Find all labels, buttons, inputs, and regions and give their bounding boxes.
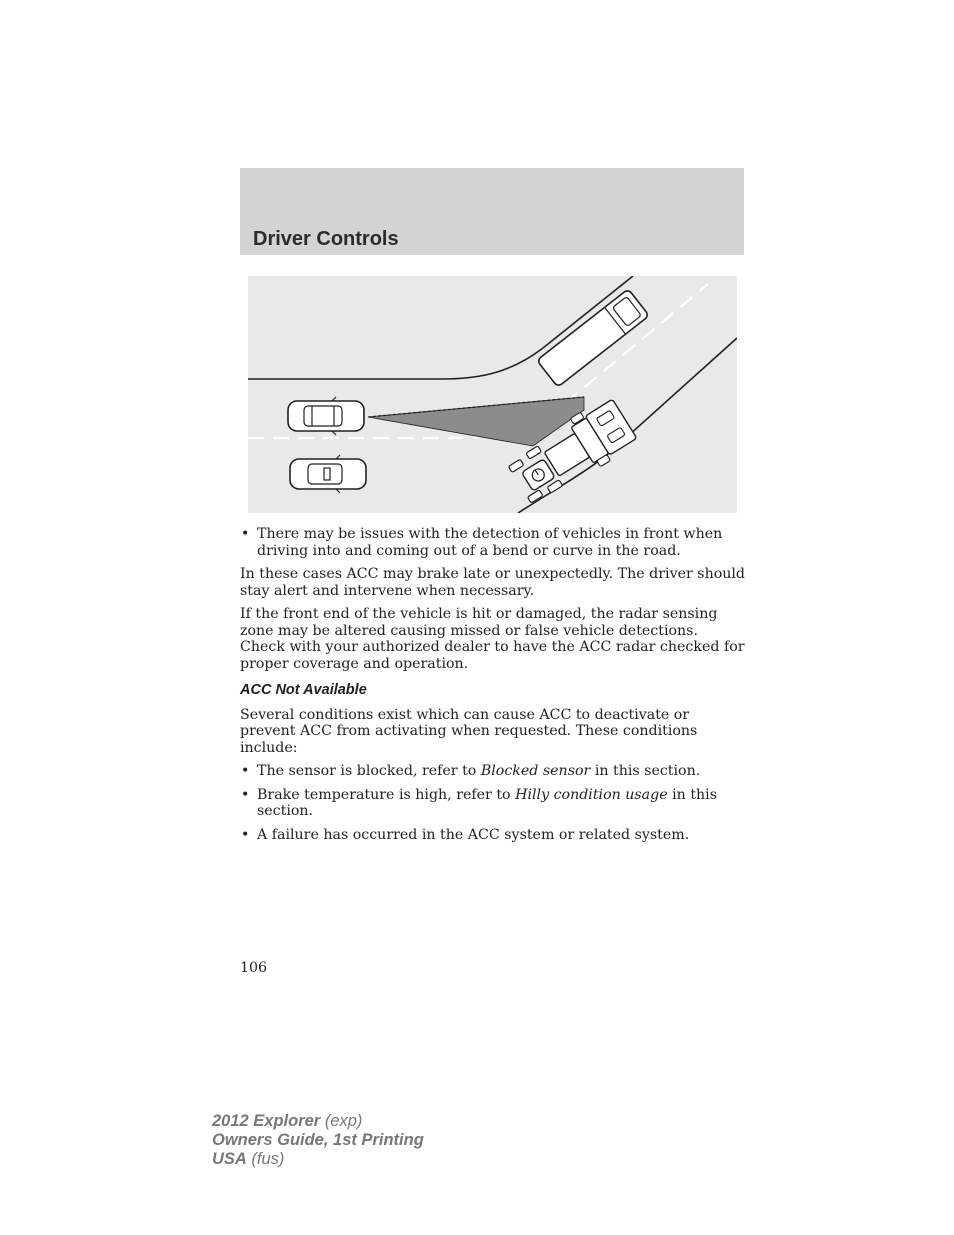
bullet-dot: •: [241, 826, 250, 843]
bullet-dot: •: [241, 763, 250, 779]
document-footer: [212, 1112, 424, 1169]
reference-hilly-condition-usage: Hilly condition usage: [515, 786, 668, 803]
footer-market: USA: [212, 1150, 247, 1168]
body-text: [240, 526, 746, 850]
bullet-brake-temperature: [240, 787, 746, 820]
adjacent-car-icon: [290, 455, 366, 493]
bullet-sensor-blocked: [240, 763, 746, 780]
bullet-text-tail: in this section.: [590, 763, 701, 779]
section-header-band: [240, 168, 744, 255]
footer-market-code: (fus): [246, 1150, 285, 1168]
footer-line-market: [212, 1150, 424, 1169]
footer-model: 2012 Explorer: [212, 1112, 321, 1130]
bullet-text: There may be issues with the detection of vehicles in front when driving into and coming out of a bend or curve in the road.: [257, 526, 723, 559]
bullet-curve-detection: [240, 526, 746, 559]
reference-blocked-sensor: Blocked sensor: [480, 763, 591, 779]
road-curve-diagram: [248, 276, 737, 513]
footer-line-model: [212, 1112, 424, 1131]
bullet-text: A failure has occurred in the ACC system or related system.: [257, 826, 690, 843]
bullet-text: The sensor is blocked, refer to: [257, 763, 481, 779]
footer-line-guide: [212, 1131, 424, 1150]
bullet-dot: •: [241, 786, 250, 803]
footer-model-code: (exp): [320, 1112, 363, 1130]
bullet-text-tail: in this section.: [257, 786, 717, 819]
paragraph-brake-late: In these cases ACC may brake late or unexpectedly. The driver should stay alert and intervene when necessary.: [240, 566, 745, 599]
bullet-acc-failure: [240, 827, 746, 844]
paragraph-front-end-damage: If the front end of the vehicle is hit or damaged, the radar sensing zone may be altered causing missed or false vehicle detections. Check with your authorized dealer to have the ACC radar checked for proper coverage and operation.: [240, 606, 745, 672]
bullet-text: Brake temperature is high, refer to: [257, 786, 516, 803]
bullet-dot: •: [241, 526, 250, 542]
acc-car-icon: [288, 397, 364, 435]
acc-curve-illustration: [248, 276, 737, 513]
section-title: Driver Controls: [253, 228, 399, 250]
subheading-acc-not-available: ACC Not Available: [240, 682, 367, 698]
footer-guide: Owners Guide, 1st Printing: [212, 1131, 424, 1149]
paragraph-conditions: Several conditions exist which can cause ACC to deactivate or prevent ACC from activating when requested. These conditions include:: [240, 706, 698, 756]
page-number: 106: [240, 960, 268, 976]
